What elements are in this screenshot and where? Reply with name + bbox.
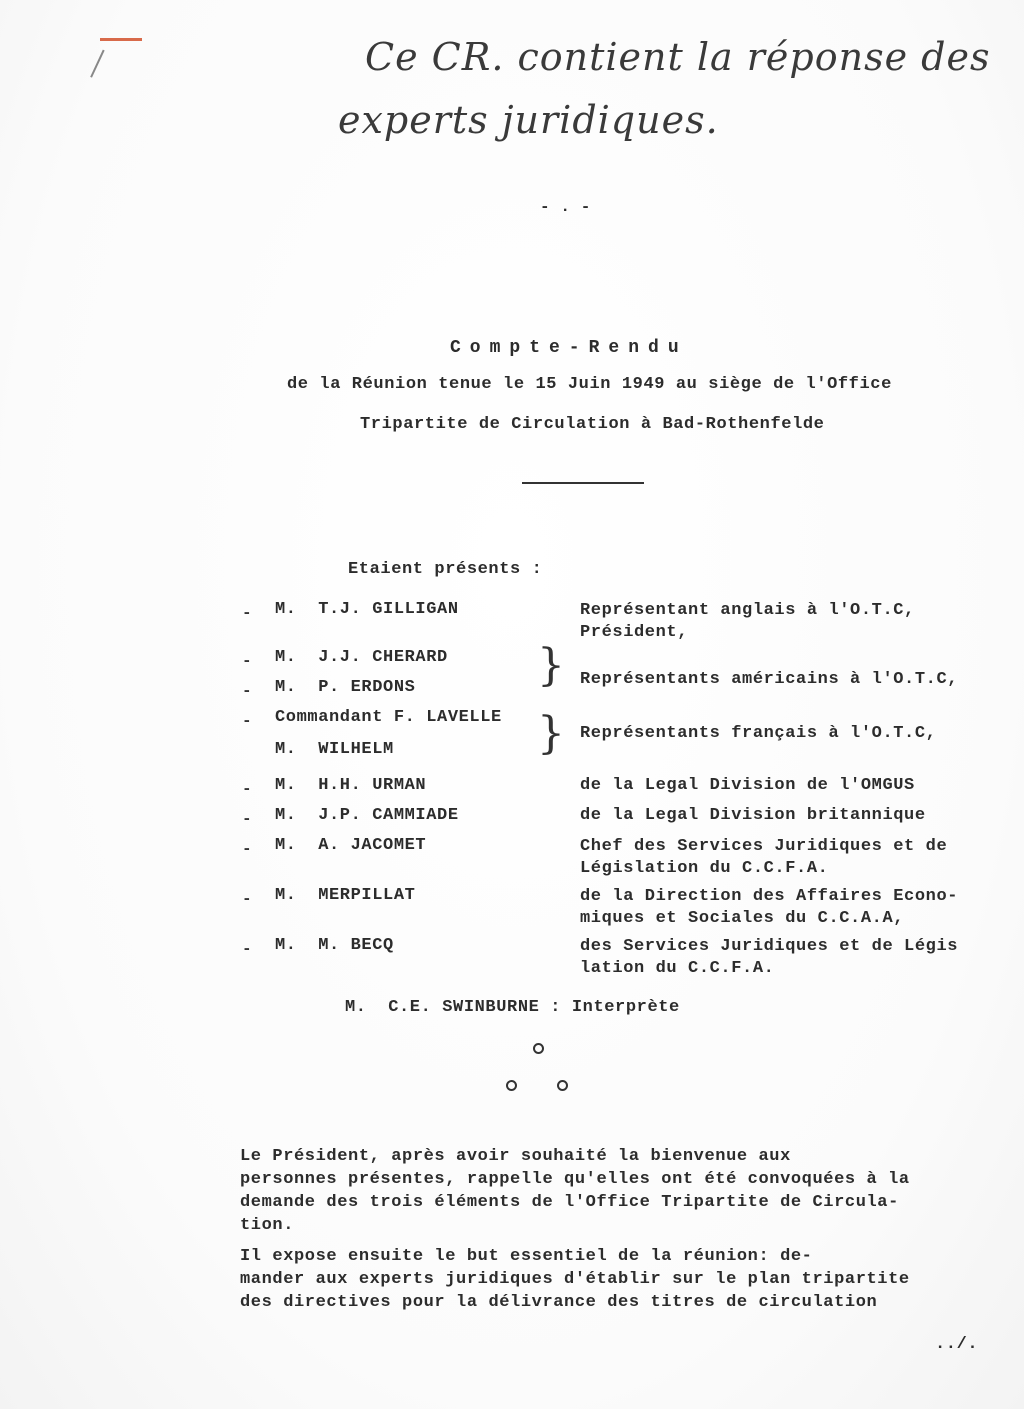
- attendee-name: M. A. JACOMET: [275, 836, 427, 855]
- attendee-role: Représentant anglais à l'O.T.C, Président,: [580, 601, 915, 642]
- group-brace-french: }: [537, 708, 565, 759]
- attendee-role: des Services Juridiques et de Légis lation du C.C.F.A.: [580, 937, 959, 978]
- present-label: Etaient présents :: [348, 560, 543, 579]
- red-margin-mark: [100, 38, 142, 41]
- list-dash: -: [242, 810, 252, 828]
- list-dash: -: [242, 840, 252, 858]
- attendee-name: M. J.J. CHERARD: [275, 648, 448, 667]
- paragraph-purpose: Il expose ensuite le but essentiel de la réunion: de- mander aux experts juridiques d'établir sur le plan tripartite des directives pour la délivrance des titres de circulation: [240, 1247, 910, 1312]
- heading-underline: [522, 482, 644, 484]
- american-group-role: Représentants américains à l'O.T.C,: [580, 670, 959, 689]
- attendee-name: M. H.H. URMAN: [275, 776, 427, 795]
- handwritten-note-line2: experts juridiques.: [338, 98, 719, 142]
- attendee-name: M. WILHELM: [275, 740, 394, 759]
- attendee-name: Commandant F. LAVELLE: [275, 708, 502, 727]
- list-dash: -: [242, 682, 252, 700]
- ornament-circle: [557, 1080, 568, 1091]
- list-dash: -: [242, 780, 252, 798]
- interpreter-line: M. C.E. SWINBURNE : Interprète: [345, 998, 680, 1017]
- attendee-role: de la Direction des Affaires Econo- miques et Sociales du C.C.A.A,: [580, 887, 959, 928]
- list-dash: -: [242, 712, 252, 730]
- ornament-circle: [506, 1080, 517, 1091]
- group-brace-american: }: [537, 640, 565, 691]
- heading-line-2: de la Réunion tenue le 15 Juin 1949 au siège de l'Office: [287, 375, 892, 394]
- attendee-role: Chef des Services Juridiques et de Législation du C.C.F.A.: [580, 837, 948, 878]
- heading-line-3: Tripartite de Circulation à Bad-Rothenfelde: [360, 415, 825, 434]
- list-dash: -: [242, 652, 252, 670]
- document-title: Compte-Rendu: [450, 338, 688, 358]
- list-dash: -: [242, 890, 252, 908]
- list-dash: -: [242, 940, 252, 958]
- attendee-name: M. M. BECQ: [275, 936, 394, 955]
- handwritten-note-line1: Ce CR. contient la réponse des: [365, 35, 991, 79]
- attendee-role: de la Legal Division de l'OMGUS: [580, 776, 915, 795]
- ornament-circle: [533, 1043, 544, 1054]
- attendee-role: de la Legal Division britannique: [580, 806, 926, 825]
- attendee-name: M. P. ERDONS: [275, 678, 416, 697]
- paragraph-opening: Le Président, après avoir souhaité la bienvenue aux personnes présentes, rappelle qu'elles ont été convoquées à la demande des trois éléments de l'Office Tripartite de Circula- tion.: [240, 1147, 910, 1235]
- attendee-name: M. T.J. GILLIGAN: [275, 600, 459, 619]
- attendee-name: M. J.P. CAMMIADE: [275, 806, 459, 825]
- list-dash: -: [242, 604, 252, 622]
- french-group-role: Représentants français à l'O.T.C,: [580, 724, 937, 743]
- top-separator: - . -: [540, 198, 592, 216]
- attendee-name: M. MERPILLAT: [275, 886, 416, 905]
- continuation-mark: ../.: [935, 1335, 979, 1354]
